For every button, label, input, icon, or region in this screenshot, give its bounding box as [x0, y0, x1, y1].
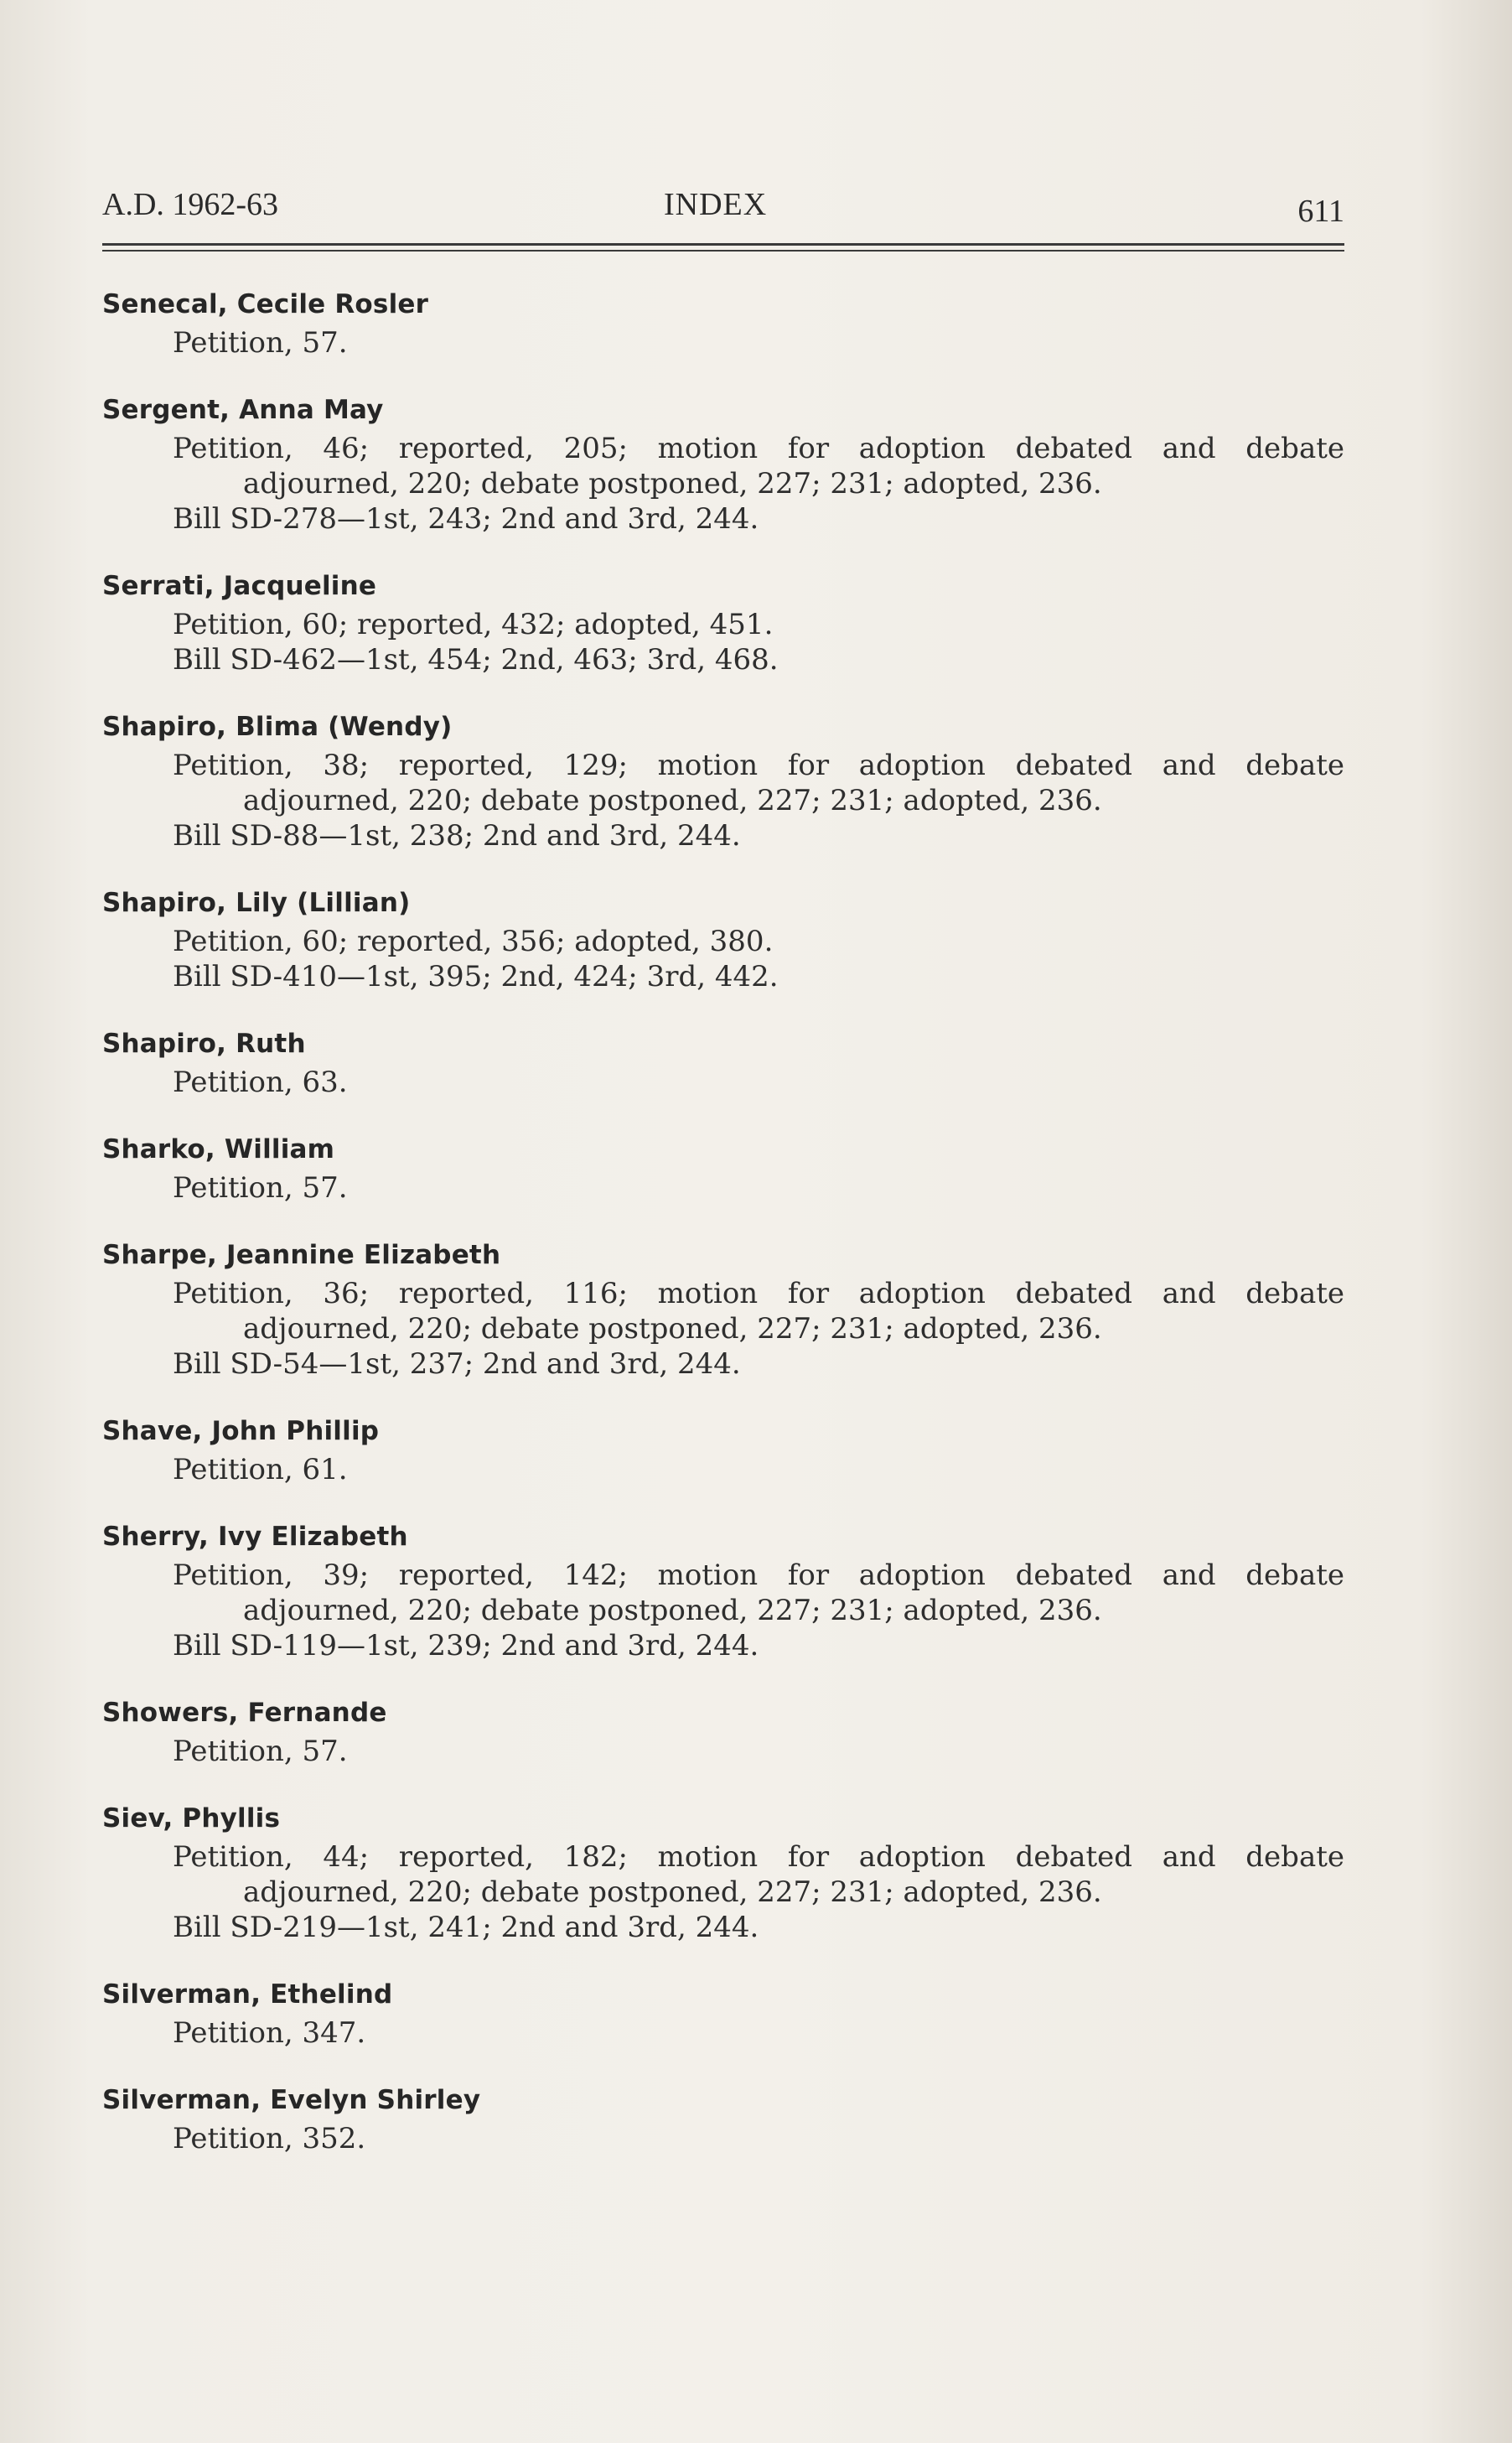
entry-petition-line: Petition, 44; reported, 182; motion for adoption debated and debate — [173, 1840, 1344, 1874]
entry-spacer — [102, 2051, 1344, 2079]
entry-petition-line: Petition, 57. — [173, 1735, 348, 1768]
index-entry — [102, 2079, 1344, 2156]
entry-name: Sherry, Ivy Elizabeth — [102, 1522, 408, 1552]
entry-name: Siev, Phyllis — [102, 1803, 281, 1834]
header-title: INDEX — [664, 187, 768, 222]
entry-petition-line: Petition, 39; reported, 142; motion for adoption debated and debate — [173, 1559, 1344, 1592]
entry-name: Silverman, Evelyn Shirley — [102, 2085, 481, 2115]
index-entry — [102, 1128, 1344, 1206]
entry-petition-line: Petition, 60; reported, 356; adopted, 380. — [173, 925, 774, 958]
entry-bill-line: Bill SD-119—1st, 239; 2nd and 3rd, 244. — [173, 1629, 759, 1662]
entry-petition-line: Petition, 36; reported, 116; motion for adoption debated and debate — [173, 1277, 1344, 1310]
entry-spacer — [102, 1100, 1344, 1128]
index-entry — [102, 1234, 1344, 1382]
entry-petition-line: Petition, 60; reported, 432; adopted, 451. — [173, 608, 774, 641]
entry-petition-line: Petition, 61. — [173, 1453, 348, 1486]
entry-bill-line: Bill SD-410—1st, 395; 2nd, 424; 3rd, 442. — [173, 960, 779, 993]
entry-name: Shapiro, Lily (Lillian) — [102, 888, 411, 918]
header-rule-top — [102, 243, 1344, 246]
entry-name: Shapiro, Ruth — [102, 1029, 306, 1059]
index-entry — [102, 1516, 1344, 1663]
entry-spacer — [102, 677, 1344, 706]
entry-spacer — [102, 1945, 1344, 1974]
entry-spacer — [102, 1663, 1344, 1692]
entry-petition-line: Petition, 352. — [173, 2122, 366, 2155]
entry-spacer — [102, 537, 1344, 565]
entry-petition-line: Petition, 347. — [173, 2016, 366, 2050]
page-number: 611 — [1297, 194, 1344, 229]
entry-spacer — [102, 360, 1344, 389]
entry-name: Sharko, William — [102, 1134, 335, 1164]
entry-bill-line: Bill SD-278—1st, 243; 2nd and 3rd, 244. — [173, 502, 759, 536]
entry-bill-line: Bill SD-54—1st, 237; 2nd and 3rd, 244. — [173, 1347, 741, 1381]
entry-name: Senecal, Cecile Rosler — [102, 289, 429, 319]
entry-continuation-line: adjourned, 220; debate postponed, 227; 231; adopted, 236. — [243, 784, 1102, 817]
entry-spacer — [102, 853, 1344, 882]
entry-bill-line: Bill SD-462—1st, 454; 2nd, 463; 3rd, 468. — [173, 643, 779, 677]
index-entry — [102, 1974, 1344, 2051]
entry-continuation-line: adjourned, 220; debate postponed, 227; 231; adopted, 236. — [243, 1312, 1102, 1346]
entry-spacer — [102, 1382, 1344, 1410]
index-entry — [102, 283, 1344, 360]
entry-petition-line: Petition, 63. — [173, 1066, 348, 1099]
entry-spacer — [102, 1206, 1344, 1234]
entry-name: Shave, John Phillip — [102, 1416, 380, 1446]
entry-name: Silverman, Ethelind — [102, 1979, 393, 2010]
entry-petition-line: Petition, 46; reported, 205; motion for adoption debated and debate — [173, 432, 1344, 465]
entry-name: Sharpe, Jeannine Elizabeth — [102, 1240, 501, 1270]
entry-bill-line: Bill SD-88—1st, 238; 2nd and 3rd, 244. — [173, 819, 741, 853]
entry-petition-line: Petition, 38; reported, 129; motion for adoption debated and debate — [173, 749, 1344, 782]
page-header — [102, 178, 1344, 228]
index-entry — [102, 706, 1344, 853]
entry-name: Shapiro, Blima (Wendy) — [102, 712, 453, 742]
index-entry — [102, 1692, 1344, 1769]
header-date-range: A.D. 1962-63 — [102, 187, 279, 222]
entry-petition-line: Petition, 57. — [173, 326, 348, 360]
entry-name: Serrati, Jacqueline — [102, 571, 377, 601]
entry-continuation-line: adjourned, 220; debate postponed, 227; 231; adopted, 236. — [243, 1594, 1102, 1627]
index-entries — [102, 283, 1344, 2156]
header-rule-bottom — [102, 250, 1344, 252]
index-entry — [102, 565, 1344, 677]
entry-petition-line: Petition, 57. — [173, 1171, 348, 1205]
entry-spacer — [102, 994, 1344, 1023]
entry-continuation-line: adjourned, 220; debate postponed, 227; 231; adopted, 236. — [243, 1875, 1102, 1909]
entry-bill-line: Bill SD-219—1st, 241; 2nd and 3rd, 244. — [173, 1911, 759, 1944]
index-entry — [102, 1797, 1344, 1945]
entry-name: Showers, Fernande — [102, 1698, 387, 1728]
entry-spacer — [102, 1487, 1344, 1516]
index-entry — [102, 389, 1344, 537]
index-entry — [102, 1410, 1344, 1487]
entry-name: Sergent, Anna May — [102, 395, 384, 425]
index-entry — [102, 1023, 1344, 1100]
index-entry — [102, 882, 1344, 994]
entry-spacer — [102, 1769, 1344, 1797]
entry-continuation-line: adjourned, 220; debate postponed, 227; 231; adopted, 236. — [243, 467, 1102, 501]
